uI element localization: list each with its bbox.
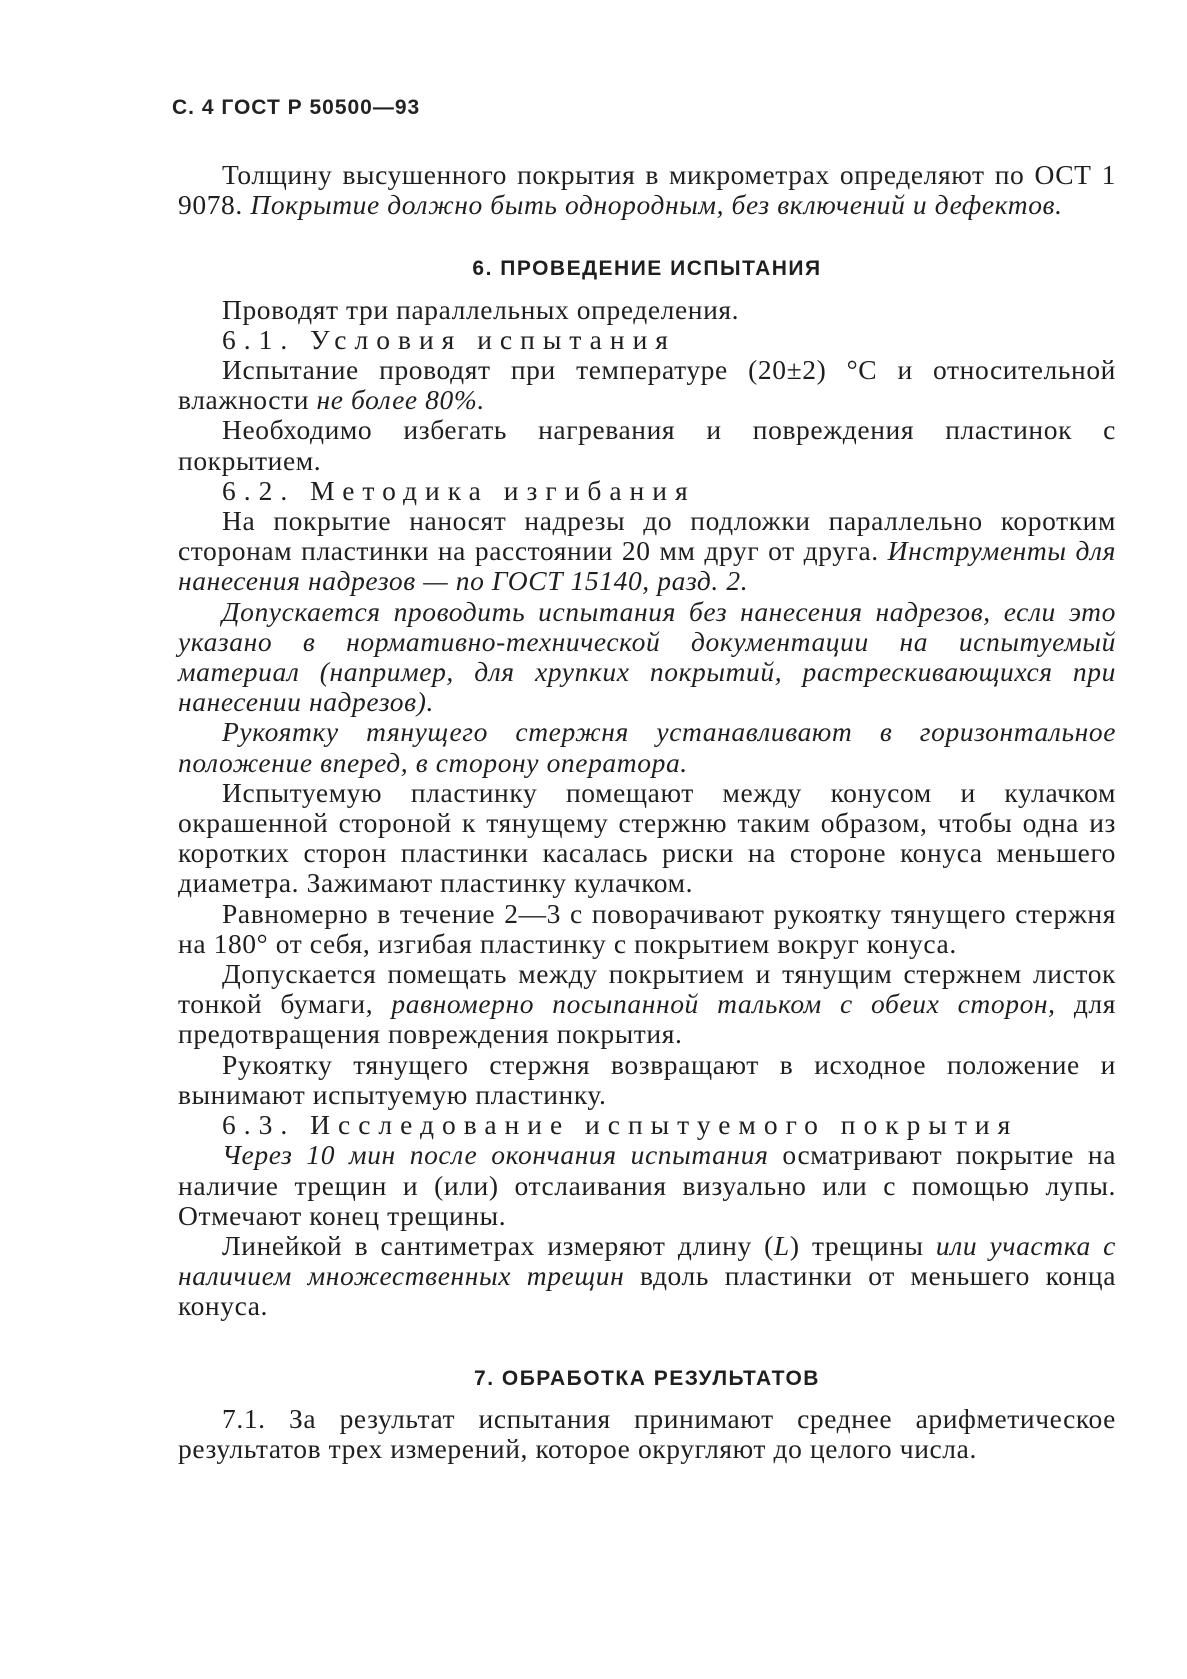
running-header: С. 4 ГОСТ Р 50500—93	[172, 96, 421, 119]
subsection-6-3-paragraph-2	[178, 1231, 1116, 1322]
italic-text: или участка с наличием множественных трещин	[178, 1229, 1116, 1292]
intro-text: Толщину высушенного покрытия в микрометрах определяют по ОСТ 1 9078.	[178, 159, 1116, 221]
subsection-6-2-paragraph-3: Рукоятку тянущего стержня устанавливают в горизонтальное положение вперед, в сторону оператора.	[178, 716, 1116, 778]
subsection-6-2-paragraph-6	[178, 959, 1116, 1050]
intro-paragraph	[178, 160, 1116, 220]
italic-text: равномерно посыпанной тальком с обеих сторон,	[391, 988, 1056, 1020]
text: Испытание проводят при температуре (20±2) °С и относительной влажности	[178, 354, 1116, 416]
subsection-6-3-paragraph-1	[178, 1140, 1116, 1231]
subsection-6-2-paragraph-2: Допускается проводить испытания без нанесения надрезов, если это указано в нормативно-технической документации на испытуемый материал (например, для хрупких покрытий, растрескивающихся при нанесении надрезов).	[178, 595, 1116, 718]
intro-italic-text: Покрытие должно быть однородным, без включений и дефектов.	[250, 189, 1063, 221]
subsection-6-2-paragraph-1	[178, 506, 1116, 597]
subsection-6-2-paragraph-7: Рукоятку тянущего стержня возвращают в исходное положение и вынимают испытуемую пластинку.	[178, 1048, 1116, 1110]
text: ) трещины	[789, 1229, 936, 1261]
variable-symbol: L	[773, 1229, 790, 1261]
section-7-heading: 7. ОБРАБОТКА РЕЗУЛЬТАТОВ	[474, 1366, 820, 1390]
text: для предотвращения повреждения покрытия.	[178, 988, 1117, 1050]
section-6-intro: Проводят три параллельных определения.	[222, 293, 740, 325]
text: осматривают покрытие на наличие трещин и (или) отслаивания визуально или с помощью лупы. Отмечают конец трещины.	[178, 1139, 1117, 1231]
subsection-6-1-paragraph-1	[178, 355, 1116, 415]
section-6-heading: 6. ПРОВЕДЕНИЕ ИСПЫТАНИЯ	[472, 257, 822, 281]
italic-text: Через 10 мин после окончания испытания	[222, 1139, 769, 1171]
section-7-paragraph-1: 7.1. За результат испытания принимают среднее арифметическое результатов трех измерений, которое округляют до целого числа.	[178, 1402, 1116, 1464]
italic-text: Инструменты для нанесения надрезов — по ГОСТ 15140, разд. 2.	[178, 535, 1116, 597]
document-body	[178, 160, 1116, 1464]
subsection-6-2-title: 6.2. Методика изгибания	[222, 474, 696, 506]
subsection-6-2-paragraph-5: Равномерно в течение 2—3 с поворачивают рукоятку тянущего стержня на 180° от себя, изгибая пластинку с покрытием вокруг конуса.	[178, 897, 1116, 959]
text: Допускается помещать между покрытием и тянущим стержнем листок тонкой бумаги,	[178, 958, 1116, 1020]
subsection-6-2-paragraph-4: Испытуемую пластинку помещают между конусом и кулачком окрашенной стороной к тянущему стержню таким образом, чтобы одна из коротких сторон пластинки касалась риски на стороне конуса меньшего диаметра. Зажимают пластинку кулачком.	[178, 776, 1116, 899]
text: Линейкой в сантиметрах измеряют длину (	[222, 1229, 774, 1261]
text: На покрытие наносят надрезы до подложки параллельно коротким сторонам пластинки на расстоянии 20 мм друг от друга.	[178, 505, 1116, 567]
subsection-6-1-paragraph-2: Необходимо избегать нагревания и повреждения пластинок с покрытием.	[178, 414, 1116, 476]
italic-text: не более 80%.	[316, 384, 485, 416]
text: вдоль пластинки от меньшего конца конуса.	[178, 1260, 1116, 1322]
subsection-6-1-title: 6.1. Условия испытания	[222, 323, 676, 355]
subsection-6-3-title: 6.3. Исследование испытуемого покрытия	[222, 1109, 1019, 1141]
